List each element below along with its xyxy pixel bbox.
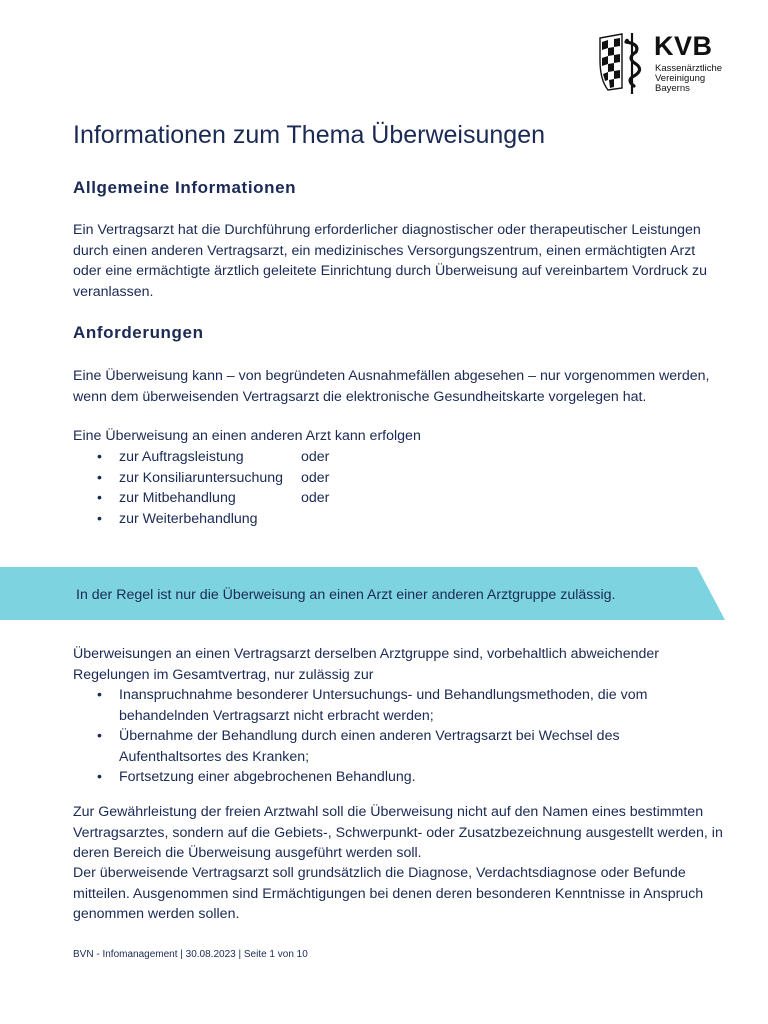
bullet-icon: •	[97, 687, 102, 703]
paragraph-same-group-intro: Überweisungen an einen Vertragsarzt derselben Arztgruppe sind, vorbehaltlich abweichender Regelungen im Gesamtvertrag, nur zulässig zur	[73, 646, 659, 683]
heading-allgemeine-informationen: Allgemeine Informationen	[73, 178, 297, 197]
list-item-text: Fortsetzung einer abgebrochenen Behandlung.	[119, 769, 416, 785]
list-item	[73, 488, 723, 509]
list-item-text: zur Mitbehandlung	[119, 490, 236, 506]
list-item	[73, 509, 723, 530]
logo-subtitle-line-1: Kassenärztliche	[655, 63, 723, 74]
bullet-icon: •	[97, 510, 102, 527]
bullet-icon: •	[97, 769, 102, 785]
list-item-text: zur Weiterbehandlung	[119, 510, 258, 527]
kvb-emblem-icon	[598, 30, 648, 96]
bullet-icon: •	[97, 449, 102, 465]
paragraph-free-choice: Zur Gewährleistung der freien Arztwahl soll die Überweisung nicht auf den Namen eines bestimmten Vertragsarztes, sondern auf die Gebiets-, Schwerpunkt- oder Zusatzbezeichnung ausgestellt werden, in deren Bereich die Überweisung ausgeführt werden soll.	[73, 804, 723, 861]
list-item-text: zur Konsiliaruntersuchung	[119, 469, 284, 486]
bullet-icon: •	[97, 728, 102, 744]
paragraph-diagnosis: Der überweisende Vertragsarzt soll grundsätzlich die Diagnose, Verdachtsdiagnose oder Befunde mitteilen. Ausgenommen sind Ermächtigungen bei denen deren besonderen Kenntnisse in Anspruch genommen werden sollen.	[73, 865, 704, 922]
kvb-logo	[598, 30, 728, 100]
list-item-text: zur Auftragsleistung	[119, 449, 244, 465]
list-item-text: Übernahme der Behandlung durch einen anderen Vertragsarzt bei Wechsel des Aufenthaltsortes des Kranken;	[119, 728, 620, 765]
info-banner-text: In der Regel ist nur die Überweisung an einen Arzt einer anderen Arztgruppe zulässig.	[76, 587, 616, 603]
list-item-suffix: oder	[301, 469, 330, 486]
paragraph-allgemeine-informationen: Ein Vertragsarzt hat die Durchführung erforderlicher diagnostischer oder therapeutischer Leistungen durch einen anderen Vertragsarzt, ein medizinisches Versorgungszentrum, einen ermächtigten Arzt oder eine ermächtigte ärztlich geleitete Einrichtung durch Überweisung auf vereinbartem Vordruck zu veranlassen.	[73, 222, 708, 300]
heading-anforderungen: Anforderungen	[73, 323, 204, 342]
referral-types-list	[73, 447, 723, 529]
same-group-conditions-list	[73, 685, 723, 788]
bullet-icon: •	[97, 490, 102, 506]
logo-subtitle-line-3: Bayerns	[655, 83, 690, 94]
logo-wordmark: KVB	[654, 31, 713, 61]
list-item	[73, 447, 723, 468]
logo-subtitle-line-2: Vereinigung	[655, 73, 706, 84]
bullet-icon: •	[97, 469, 102, 486]
list-item-suffix: oder	[301, 449, 330, 465]
list-item-suffix: oder	[301, 490, 330, 506]
list-item	[73, 767, 723, 788]
list-item	[73, 468, 723, 489]
list-intro: Eine Überweisung an einen anderen Arzt kann erfolgen	[73, 428, 421, 444]
page-title: Informationen zum Thema Überweisungen	[73, 121, 546, 149]
paragraph-anforderungen: Eine Überweisung kann – von begründeten Ausnahmefällen abgesehen – nur vorgenommen werden, wenn dem überweisenden Vertragsarzt die elektronische Gesundheitskarte vorgelegen hat.	[73, 368, 710, 405]
list-item-text: Inanspruchnahme besonderer Untersuchungs- und Behandlungsmethoden, die vom behandelnden Vertragsarzt nicht erbracht werden;	[119, 687, 648, 724]
list-item	[73, 685, 723, 726]
list-item	[73, 726, 723, 767]
page-footer: BVN - Infomanagement | 30.08.2023 | Seite 1 von 10	[73, 949, 308, 960]
